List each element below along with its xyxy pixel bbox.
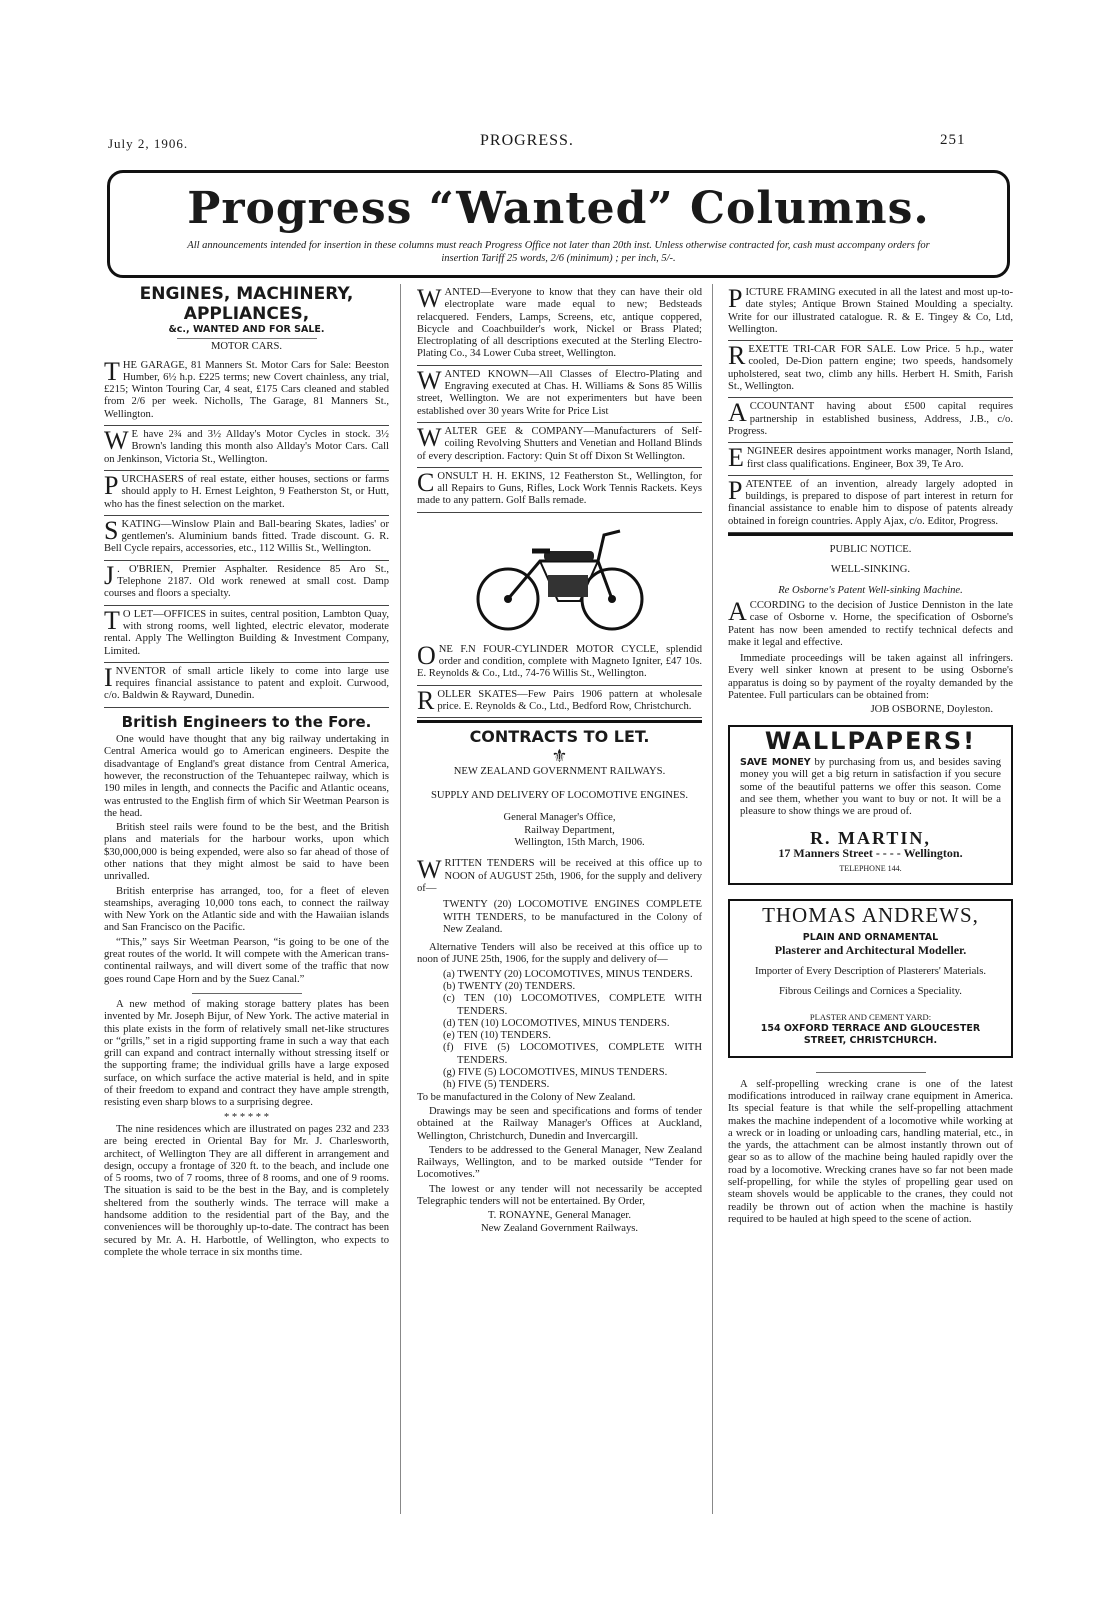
classified-ad [417, 366, 702, 423]
supply-heading: SUPPLY AND DELIVERY OF LOCOMOTIVE ENGINES. [430, 790, 689, 802]
ad-list [417, 641, 702, 718]
wallpapers-name: R. MARTIN, [810, 828, 931, 849]
folio-date: July 2, 1906. [108, 136, 189, 151]
drop-cap: S [104, 515, 119, 545]
classified-ad [104, 426, 389, 471]
well-sinking-heading: WELL-SINKING. [830, 564, 911, 576]
signature: New Zealand Government Railways. [480, 1222, 639, 1234]
article-paragraph: One would have thought that any big railway undertaking in Central America would go to American engineers. Despite the disadvantage of England's great distance from Central America, however, the reconstruction of the Tehuantepec railway, which is 190 miles in length, and connects the Pacific and Atlantic oceans, was entrusted to the English firm of which Sir Weetman Pearson is the head. [104, 734, 389, 819]
divider [192, 993, 302, 994]
drop-cap: O [417, 640, 436, 670]
article-paragraph: “This,” says Sir Weetman Pearson, “is going to be one of the great routes of the world. It will compete with the American trans-continental railways, and will divert some of the traffic that now goes round Cape Horn and by the Suez Canal.” [104, 936, 389, 985]
wallpapers-address: 17 Manners Street - - - - Wellington. [778, 845, 963, 860]
classified-ad [104, 606, 389, 663]
tender-item: TWENTY (20) LOCOMOTIVE ENGINES COMPLETE WITH TENDERS, to be manufactured in the Colony of New Zealand. [443, 899, 702, 935]
article-paragraph: A new method of making storage battery plates has been invented by Mr. Joseph Bijur, of New York. The active material in this plate exists in the form of relatively small net-like structures or “grills,” set in a rigid supporting frame in such a way that each grill can expand and contract internally without stressing itself or the supporting frame; the individual grills have a large exposed surface, on which surface the active material is held, and in spite of their freedom to expand and contract they have ample strength, resisting even sharp blows to a surprising degree. [104, 998, 389, 1109]
railways-heading: NEW ZEALAND GOVERNMENT RAILWAYS. [453, 765, 666, 777]
andrews-importer: Importer of Every Description of Plasterers' Materials. [754, 966, 987, 978]
tender-notice [417, 855, 702, 899]
andrews-ad [728, 899, 1013, 1057]
column-1 [104, 284, 389, 1261]
drop-cap: P [104, 470, 119, 500]
column-2 [417, 284, 702, 1235]
alternative-notice: Alternative Tenders will also be received at this office up to noon of JUNE 25th, 1906, for the supply and delivery of— [417, 942, 702, 966]
classified-ad [728, 284, 1013, 341]
andrews-title: THOMAS ANDREWS, [762, 903, 979, 928]
article-paragraph: British enterprise has arranged, too, for a fleet of eleven steamships, averaging 10,000 tons each, to connect the railway with New York on the Atlantic side and with the Hawaiian islands and San Francisco on the Pacific. [104, 885, 389, 934]
andrews-yard: PLASTER AND CEMENT YARD: [809, 1011, 932, 1022]
classified-ad [417, 686, 702, 719]
classified-ad [417, 641, 702, 686]
alternative-item: (g) FIVE (5) LOCOMOTIVES, MINUS TENDERS. [443, 1067, 668, 1079]
drop-cap: T [104, 356, 120, 386]
wallpapers-phone: TELEPHONE 144. [839, 863, 902, 873]
ad-text: HE GARAGE, 81 Manners St. Motor Cars for Sale: Beeston Humber, 6½ h.p. £225 terms; new Covert chainless, any trial, £215; Winton Touring Car, 4 seat, £175 Cars cleaned and stabled from 2/6 per week. Nicholls, The Garage, 81 Manners St., Wellington. [104, 359, 389, 420]
alternative-item: (a) TWENTY (20) LOCOMOTIVES, MINUS TENDERS. [443, 968, 693, 980]
column-rule [400, 284, 401, 1514]
classified-ad [104, 516, 389, 561]
andrews-ceilings: Fibrous Ceilings and Cornices a Speciality. [779, 986, 962, 998]
article-paragraph: British steel rails were found to be the best, and the British plans and materials for the harbour works, upon which $30,000,000 is being expended, were also so far ahead of those of other nations that they might almost be said to have been unrivalled. [104, 822, 389, 883]
drop-cap: R [417, 685, 435, 715]
drawings-note: Drawings may be seen and specifications and forms of tender obtained at the Railway Manager's Offices at Auckland, Wellington, Christchurch, Dunedin and Invercargill. [417, 1105, 702, 1142]
drop-cap: W [417, 422, 442, 452]
andrews-trade: Plasterer and Architectural Modeller. [774, 942, 967, 957]
drop-cap: E [728, 443, 744, 473]
ad-text: ONSULT H. H. EKINS, 12 Featherston St., Wellington, for all Repairs to Guns, Rifles, Lock Work Tennis Rackets. Keys made to any pattern. Golf Balls remade. [417, 470, 702, 507]
divider [728, 533, 1013, 536]
classified-ad [417, 468, 702, 513]
classified-ad [104, 357, 389, 426]
signature: T. RONAYNE, General Manager. [488, 1210, 631, 1222]
ad-text: URCHASERS of real estate, either houses, sections or farms should apply to H. Ernest Leighton, 9 Featherston St, or Hutt, who has the finest selection on the market. [104, 473, 389, 510]
drop-cap: R [728, 341, 746, 371]
masthead-title: Progress “Wanted” Columns. [187, 183, 930, 234]
public-notice-heading: PUBLIC NOTICE. [829, 544, 912, 556]
classified-ad [417, 284, 702, 366]
drop-cap: W [417, 365, 442, 395]
classified-ad [728, 443, 1013, 476]
article-paragraph: The nine residences which are illustrated on pages 232 and 233 are being erected in Oriental Bay for Mr. J. Charlesworth, architect, of Wellington They are all different in arrangement and design, occupy a frontage of 320 ft. to the beach, and include one of 5 rooms, two of 7 rooms, three of 8 rooms, and one of 9 rooms. The situation is said to be the best in the Bay, and is completely sheltered from the southerly winds. The terrace will make a handsome addition to the residential part of the Bay, and the conveniences will be thoroughly up-to-date. The contract has been secured by Mr. A. H. Harbottle, of Wellington, who expects to complete the whole terrace in six months time. [104, 1123, 389, 1258]
drop-cap: W [417, 284, 442, 313]
wallpapers-body: by purchasing from us, and besides saving money you will get a big return in satisfaction if you secure some of the beautiful patterns we offer this season. Come and see them, whether you want to buy or not. It will be a pleasure to show things we are proud of. [740, 756, 1001, 818]
drop-cap: W [104, 426, 129, 456]
ad-text: EXETTE TRI-CAR FOR SALE. Low Price. 5 h.p., water cooled, De-Dion pattern engine; two speeds, handsomely upholstered, seat two, climb any hills. Herbert H. Smith, Farish St., Wellington. [728, 344, 1013, 393]
classified-ad [104, 561, 389, 606]
ad-text: E have 2¾ and 3½ Allday's Motor Cycles in stock. 3½ Brown's landing this month also Allday's Motor Cars. Call on Jenkinson, Victoria St., Wellington. [104, 429, 389, 465]
ad-text: CCOUNTANT having about £500 capital requires partnership in established business, Address, J.B., c/o. Progress. [728, 401, 1013, 437]
manufacture-note: To be manufactured in the Colony of New Zealand. [417, 1091, 636, 1103]
ad-text: ANTED—Everyone to know that they can have their old electroplate ware made equal to new; Bedsteads relacquered. Fenders, Lamps, Screens, etc, antique coppered, Bicycle and Coachbuilder's work, Nickel or Brass Plated; Electroplating of all descriptions executed at the Sterling Electro-Plating Co., 34 Lower Cuba street, Wellington. [417, 287, 702, 360]
drop-cap: T [104, 605, 120, 635]
ad-list [728, 284, 1013, 533]
drop-cap: A [728, 398, 747, 428]
separator-stars: * * * * * * [223, 1111, 270, 1123]
notice-paragraph: Immediate proceedings will be taken against all infringers. Every well sinker known at present to be using Osborne's apparatus is doing so by payment of the royalty demanded by the Patentee. Full particulars can be obtained from: [728, 653, 1013, 702]
alternative-item: (e) TEN (10) TENDERS. [443, 1030, 551, 1042]
ad-text: NVENTOR of small article likely to come into large use requires financial assistance to patent and exploit. Curwood, c/o. Baldwin & Rayward, Dunedin. [104, 665, 389, 702]
masthead [107, 170, 1010, 278]
motor-cycle-illustration [417, 517, 702, 637]
ad-text: ICTURE FRAMING executed in all the latest and most up-to-date styles; Antique Brown Stained Moulding a specialty. Write for our illustrated catalogue. R. & E. Tingey & Co, Ltd, Wellington. [728, 287, 1013, 335]
ad-text: NGINEER desires appointment works manager, North Island, first class qualifications. Engineer, Box 39, Te Aro. [746, 446, 1013, 470]
classified-ad [728, 398, 1013, 443]
wallpapers-ad [728, 725, 1013, 886]
folio-title: PROGRESS. [480, 132, 574, 149]
drop-cap: P [728, 284, 743, 313]
alternative-item: (f) FIVE (5) LOCOMOTIVES, COMPLETE WITH TENDERS. [443, 1042, 702, 1066]
alternative-item: (h) FIVE (5) TENDERS. [443, 1079, 550, 1091]
ad-text: KATING—Winslow Plain and Ball-bearing Skates, ladies' or gentlemen's. Aluminium bands fitted. Trade discount. G. R. Bell Cycle repairs, accessories, etc., 112 Willis St., Wellington. [104, 518, 389, 555]
andrews-address: 154 OXFORD TERRACE AND GLOUCESTER STREET, CHRISTCHURCH. [760, 1023, 981, 1047]
andrews-sub: PLAIN AND ORNAMENTAL [802, 931, 939, 943]
lowest-note: The lowest or any tender will not necessarily be accepted Telegraphic tenders will not be entertained. By Order, [417, 1183, 702, 1208]
ad-text: NE F.N FOUR-CYLINDER MOTOR CYCLE, splendid order and condition, complete with Magneto Igniter, £47 10s. E. Reynolds & Co., Ltd., 74-76 Willis St., Wellington. [417, 643, 702, 680]
office-line: General Manager's Office, [503, 812, 616, 824]
notice-signature: JOB OSBORNE, Doyleston. [870, 704, 993, 716]
divider [816, 1072, 926, 1073]
alternative-item: (b) TWENTY (20) TENDERS. [443, 980, 576, 992]
ad-text: . O'BRIEN, Premier Asphalter. Residence 85 Aro St., Telephone 2187. Old work renewed at small cost. Damp courses and floors a specialty. [104, 563, 389, 600]
crane-article: A self-propelling wrecking crane is one of the latest modifications introduced in railway crane equipment in America. Its special feature is that while the self-propelling attachment makes the machine independent of a locomotive while working at a wreck or in loading or unloading cars, handling material, etc., in the yards, the attachment can be almost instantly thrown out of gear so as to allow of the machine being hauled rapidly over the road by a locomotive. Wrecking cranes have so far not been made self-propelling, for while the styles of propelling gear used on steam shovels would be applicable to the cranes, they could not readily be thrown out of action when the machine is hastily required to be hauled at high speed to the scene of action. [728, 1078, 1013, 1225]
article-heading: British Engineers to the Fore. [121, 712, 372, 731]
alternatives-list [417, 969, 702, 1092]
classified-ad [728, 476, 1013, 533]
masthead-notice: All announcements intended for insertion in these columns must reach Progress Office not later than 20th inst. Unless otherwise contracted for, cash must accompany orders for insertion Tariff 25 words, 2/6 (minimum) ; per inch, 5/-. [187, 240, 930, 264]
drop-cap: C [417, 467, 435, 497]
office-line: Wellington, 15th March, 1906. [514, 837, 645, 849]
drop-cap: A [728, 596, 747, 626]
alternative-item: (c) TEN (10) LOCOMOTIVES, COMPLETE WITH TENDERS. [443, 993, 702, 1017]
contracts-heading: CONTRACTS TO LET. [469, 727, 650, 747]
classified-ad [104, 663, 389, 708]
column-rule [712, 284, 713, 1514]
ad-text: OLLER SKATES—Few Pairs 1906 pattern at wholesale price. E. Reynolds & Co., Ltd., Bedford Row, Christchurch. [437, 688, 702, 712]
motor-cycle-icon [470, 517, 650, 637]
wallpapers-title: WALLPAPERS! [764, 726, 977, 755]
ad-text: ANTED KNOWN—All Classes of Electro-Plating and Engraving executed at Chas. H. Williams & Sons 85 Willis street, Wellington. We are not experimenters but have been established over 30 years Write for Price List [417, 368, 702, 417]
page-number: 251 [940, 132, 966, 148]
office-line: Railway Department, [524, 824, 615, 836]
tender-text: RITTEN TENDERS will be received at this office up to NOON of AUGUST 25th, 1906, for the supply and delivery of— [417, 858, 702, 894]
notice-body [728, 596, 1013, 653]
section-heading: ENGINES, MACHINERY, APPLIANCES, [139, 284, 354, 324]
drop-cap: P [728, 475, 743, 505]
classified-ad [104, 471, 389, 516]
notice-text: CCORDING to the decision of Justice Denniston in the late case of Osborne v. Horne, the specification of Osborne's Patent has now been amended to rectify technical defects and make it legal and effective. [728, 599, 1013, 648]
drop-cap: W [417, 855, 442, 885]
ad-text: ATENTEE of an invention, already largely adopted in buildings, is prepared to dispose of part interest in return for financial assistance to enable him to dispose of patents already obtained in foreign countries. Apply Ajax, c/o. Editor, Progress. [728, 478, 1013, 527]
divider [417, 720, 702, 723]
drop-cap: J [104, 560, 115, 590]
wallpapers-lead: SAVE MONEY [740, 756, 811, 768]
section-subheading: &c., WANTED AND FOR SALE. [168, 324, 325, 335]
ad-text: O LET—OFFICES in suites, central position, Lambton Quay, with strong rooms, well lighted, electric elevator, moderate rental. Apply The Wellington Building & Investment Company, Limited. [104, 608, 389, 657]
alternative-item: (d) TEN (10) LOCOMOTIVES, MINUS TENDERS. [443, 1017, 670, 1029]
classified-ad [728, 341, 1013, 398]
notice-subject: Re Osborne's Patent Well-sinking Machine. [778, 584, 963, 596]
section-label: MOTOR CARS. [177, 338, 317, 353]
column-3 [728, 284, 1013, 1228]
addressed-note: Tenders to be addressed to the General Manager, New Zealand Railways, Wellington, and to be marked outside “Tender for Locomotives.” [417, 1144, 702, 1181]
classified-ad [417, 423, 702, 468]
drop-cap: I [104, 662, 113, 692]
ad-list [417, 284, 702, 513]
ad-list [104, 357, 389, 708]
article-body [104, 734, 389, 986]
crest-icon: ⚜ [551, 745, 568, 766]
ad-text: ALTER GEE & COMPANY—Manufacturers of Self-coiling Revolving Shutters and Venetian and Holland Blinds of every description. Factory: Quin St off Dixon St Wellington. [417, 425, 702, 462]
